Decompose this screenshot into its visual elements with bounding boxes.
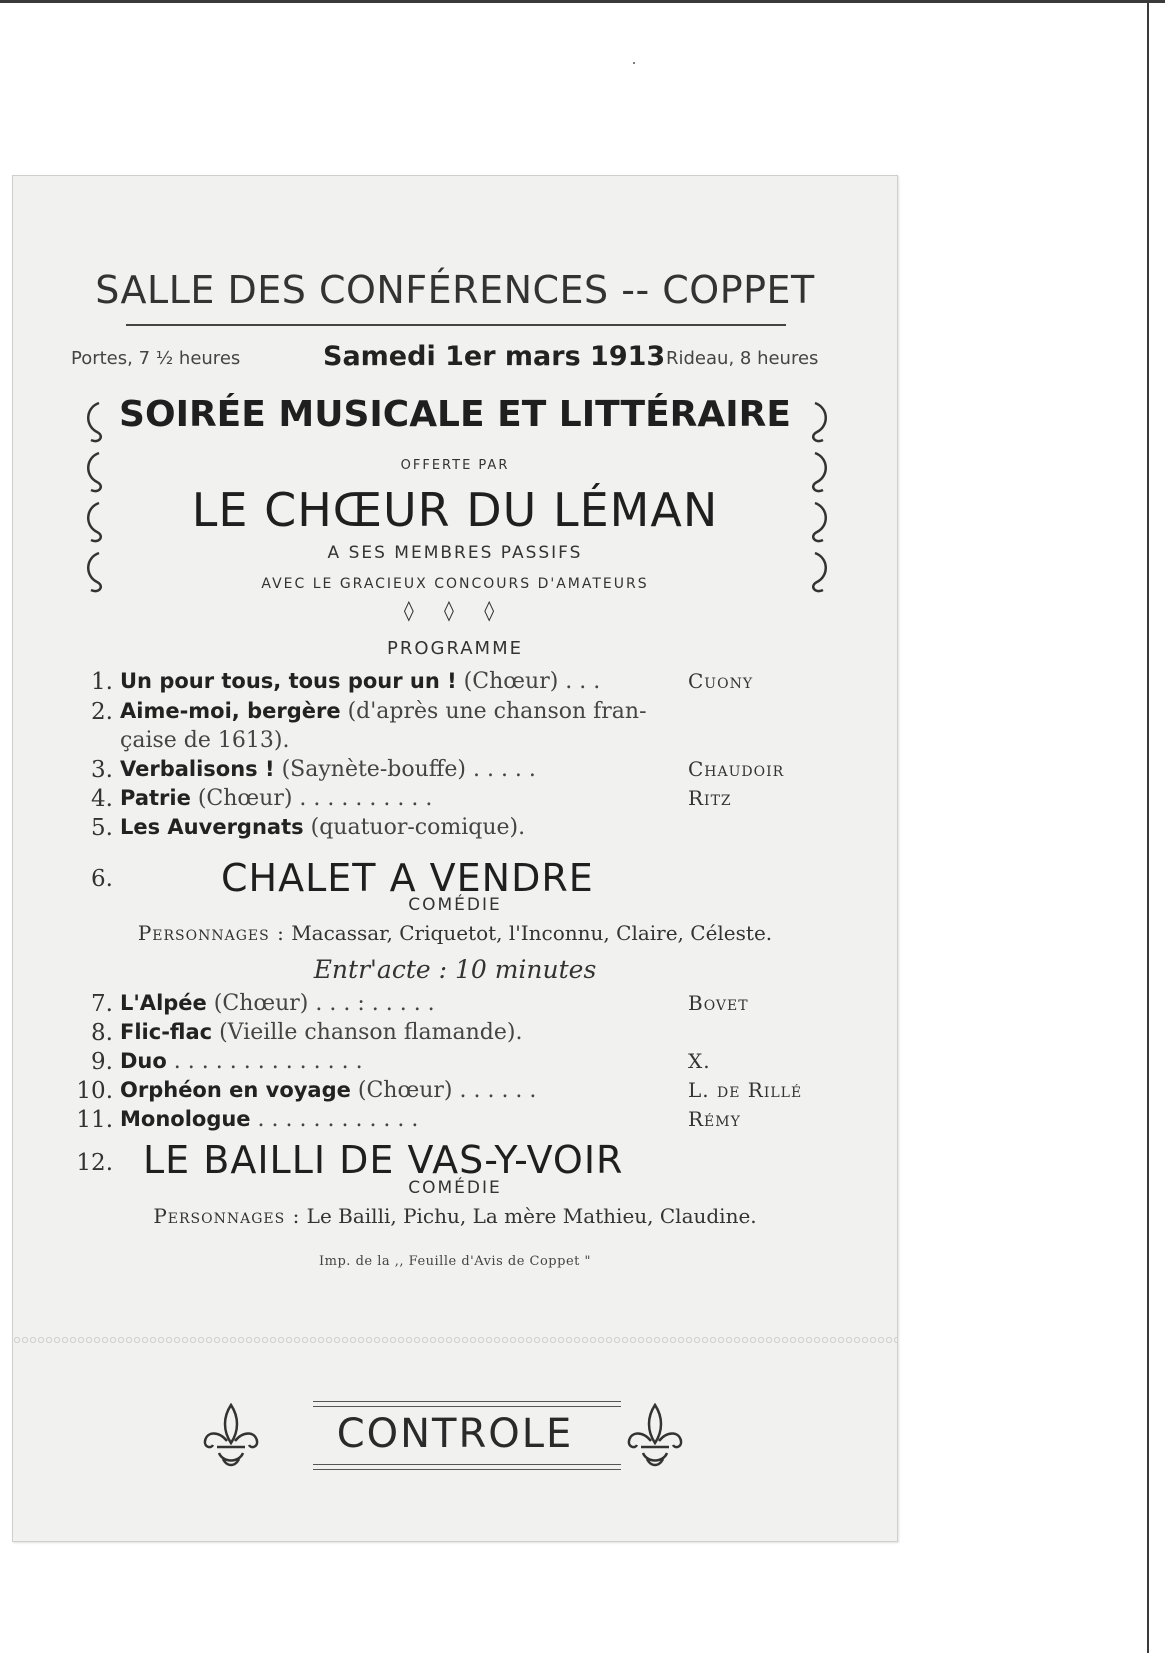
item-author: Rémy <box>688 1107 741 1131</box>
item-number: 5. <box>91 815 113 841</box>
fleur-de-lis-icon <box>625 1401 685 1473</box>
cast-list: Macassar, Criquetot, l'Inconnu, Claire, Céleste. <box>284 921 773 945</box>
item-title: Orphéon en voyage (Chœur) . . . . . . <box>120 1078 537 1103</box>
item-note: (Chœur) . . . . . . . . . . <box>190 786 433 811</box>
scan-edge-top <box>0 0 1165 3</box>
item-number: 10. <box>76 1078 113 1104</box>
fleur-de-lis-icon <box>201 1401 261 1473</box>
programme-card <box>12 175 898 1542</box>
item-number: 8. <box>91 1020 113 1046</box>
control-rule-bottom-inner <box>313 1469 621 1470</box>
cast-label: Personnages : <box>137 921 285 945</box>
item-note: . . . . . . . . . . . . . . <box>166 1049 363 1074</box>
item-note: (d'après une chanson fran- <box>340 699 647 724</box>
item-note-continuation: çaise de 1613). <box>120 728 290 753</box>
control-rule-top <box>313 1401 621 1402</box>
item-number: 3. <box>91 757 113 783</box>
scan-speck <box>633 62 635 64</box>
play-title: CHALET A VENDRE <box>221 856 594 900</box>
item-title: L'Alpée (Chœur) . . . : . . . . . <box>120 991 435 1016</box>
cast-label: Personnages : <box>153 1204 301 1228</box>
item-note: (Chœur) . . . <box>456 669 601 694</box>
printer-imprint: Imp. de la ,, Feuille d'Avis de Coppet " <box>319 1254 591 1269</box>
item-note: (Chœur) . . . : . . . . . <box>206 991 435 1016</box>
item-number: 1. <box>91 669 113 695</box>
item-title: Duo . . . . . . . . . . . . . . <box>120 1049 363 1074</box>
item-title: Flic-flac (Vieille chanson flamande). <box>120 1020 523 1045</box>
play-cast <box>13 1204 897 1228</box>
play-cast <box>13 921 897 945</box>
item-number: 11. <box>76 1107 113 1133</box>
item-author: L. de Rillé <box>688 1078 803 1102</box>
item-note: . . . . . . . . . . . . <box>250 1107 419 1132</box>
control-rule-top-inner <box>313 1406 621 1407</box>
item-author: X. <box>688 1049 711 1073</box>
item-number: 2. <box>91 699 113 725</box>
item-title: Aime-moi, bergère (d'après une chanson fran- <box>120 699 647 724</box>
item-number: 7. <box>91 991 113 1017</box>
with-amateurs-line: AVEC LE GRACIEUX CONCOURS D'AMATEURS <box>261 576 649 592</box>
item-number: 4. <box>91 786 113 812</box>
play-genre: COMÉDIE <box>408 1178 502 1198</box>
event-title: SOIRÉE MUSICALE ET LITTÉRAIRE <box>119 394 791 435</box>
venue-underline <box>126 324 786 326</box>
audience-line: A SES MEMBRES PASSIFS <box>327 543 583 563</box>
item-title: Verbalisons ! (Saynète-bouffe) . . . . . <box>120 757 536 782</box>
item-author: Cuony <box>688 669 754 693</box>
venue-title: SALLE DES CONFÉRENCES -- COPPET <box>95 268 815 312</box>
intermission: Entr'acte : 10 minutes <box>313 955 597 984</box>
item-number: 12. <box>76 1150 113 1176</box>
control-stub-label: CONTROLE <box>336 1411 574 1457</box>
curtain-time: Rideau, 8 heures <box>666 348 819 369</box>
play-title: LE BAILLI DE VAS-Y-VOIR <box>143 1138 624 1182</box>
item-author: Chaudoir <box>688 757 785 781</box>
item-number: 9. <box>91 1049 113 1075</box>
item-note: (Saynète-bouffe) . . . . . <box>274 757 536 782</box>
cast-list: Le Bailli, Pichu, La mère Mathieu, Claudine. <box>300 1204 757 1228</box>
item-number: 6. <box>91 866 113 892</box>
control-rule-bottom <box>313 1464 621 1465</box>
perforation-line[interactable] <box>13 1337 897 1343</box>
item-note: (Vieille chanson flamande). <box>212 1020 523 1045</box>
item-title: Un pour tous, tous pour un ! (Chœur) . . . <box>120 669 601 694</box>
play-genre: COMÉDIE <box>408 895 502 915</box>
programme-heading: PROGRAMME <box>386 638 523 659</box>
item-author: Bovet <box>688 991 749 1015</box>
offered-by: OFFERTE PAR <box>400 458 510 473</box>
lozenge-ornament: ◊ ◊ ◊ <box>403 598 507 622</box>
doors-time: Portes, 7 ½ heures <box>71 348 241 369</box>
item-note: (quatuor-comique). <box>303 815 526 840</box>
host-choir-name: LE CHŒUR DU LÉMAN <box>191 483 719 537</box>
scan-edge-right <box>1147 0 1149 1653</box>
item-author: Ritz <box>688 786 732 810</box>
item-title: Monologue . . . . . . . . . . . . <box>120 1107 419 1132</box>
item-title: Patrie (Chœur) . . . . . . . . . . <box>120 786 433 811</box>
event-date: Samedi 1er mars 1913 <box>323 341 666 372</box>
item-title: Les Auvergnats (quatuor-comique). <box>120 815 526 840</box>
item-note: (Chœur) . . . . . . <box>350 1078 537 1103</box>
